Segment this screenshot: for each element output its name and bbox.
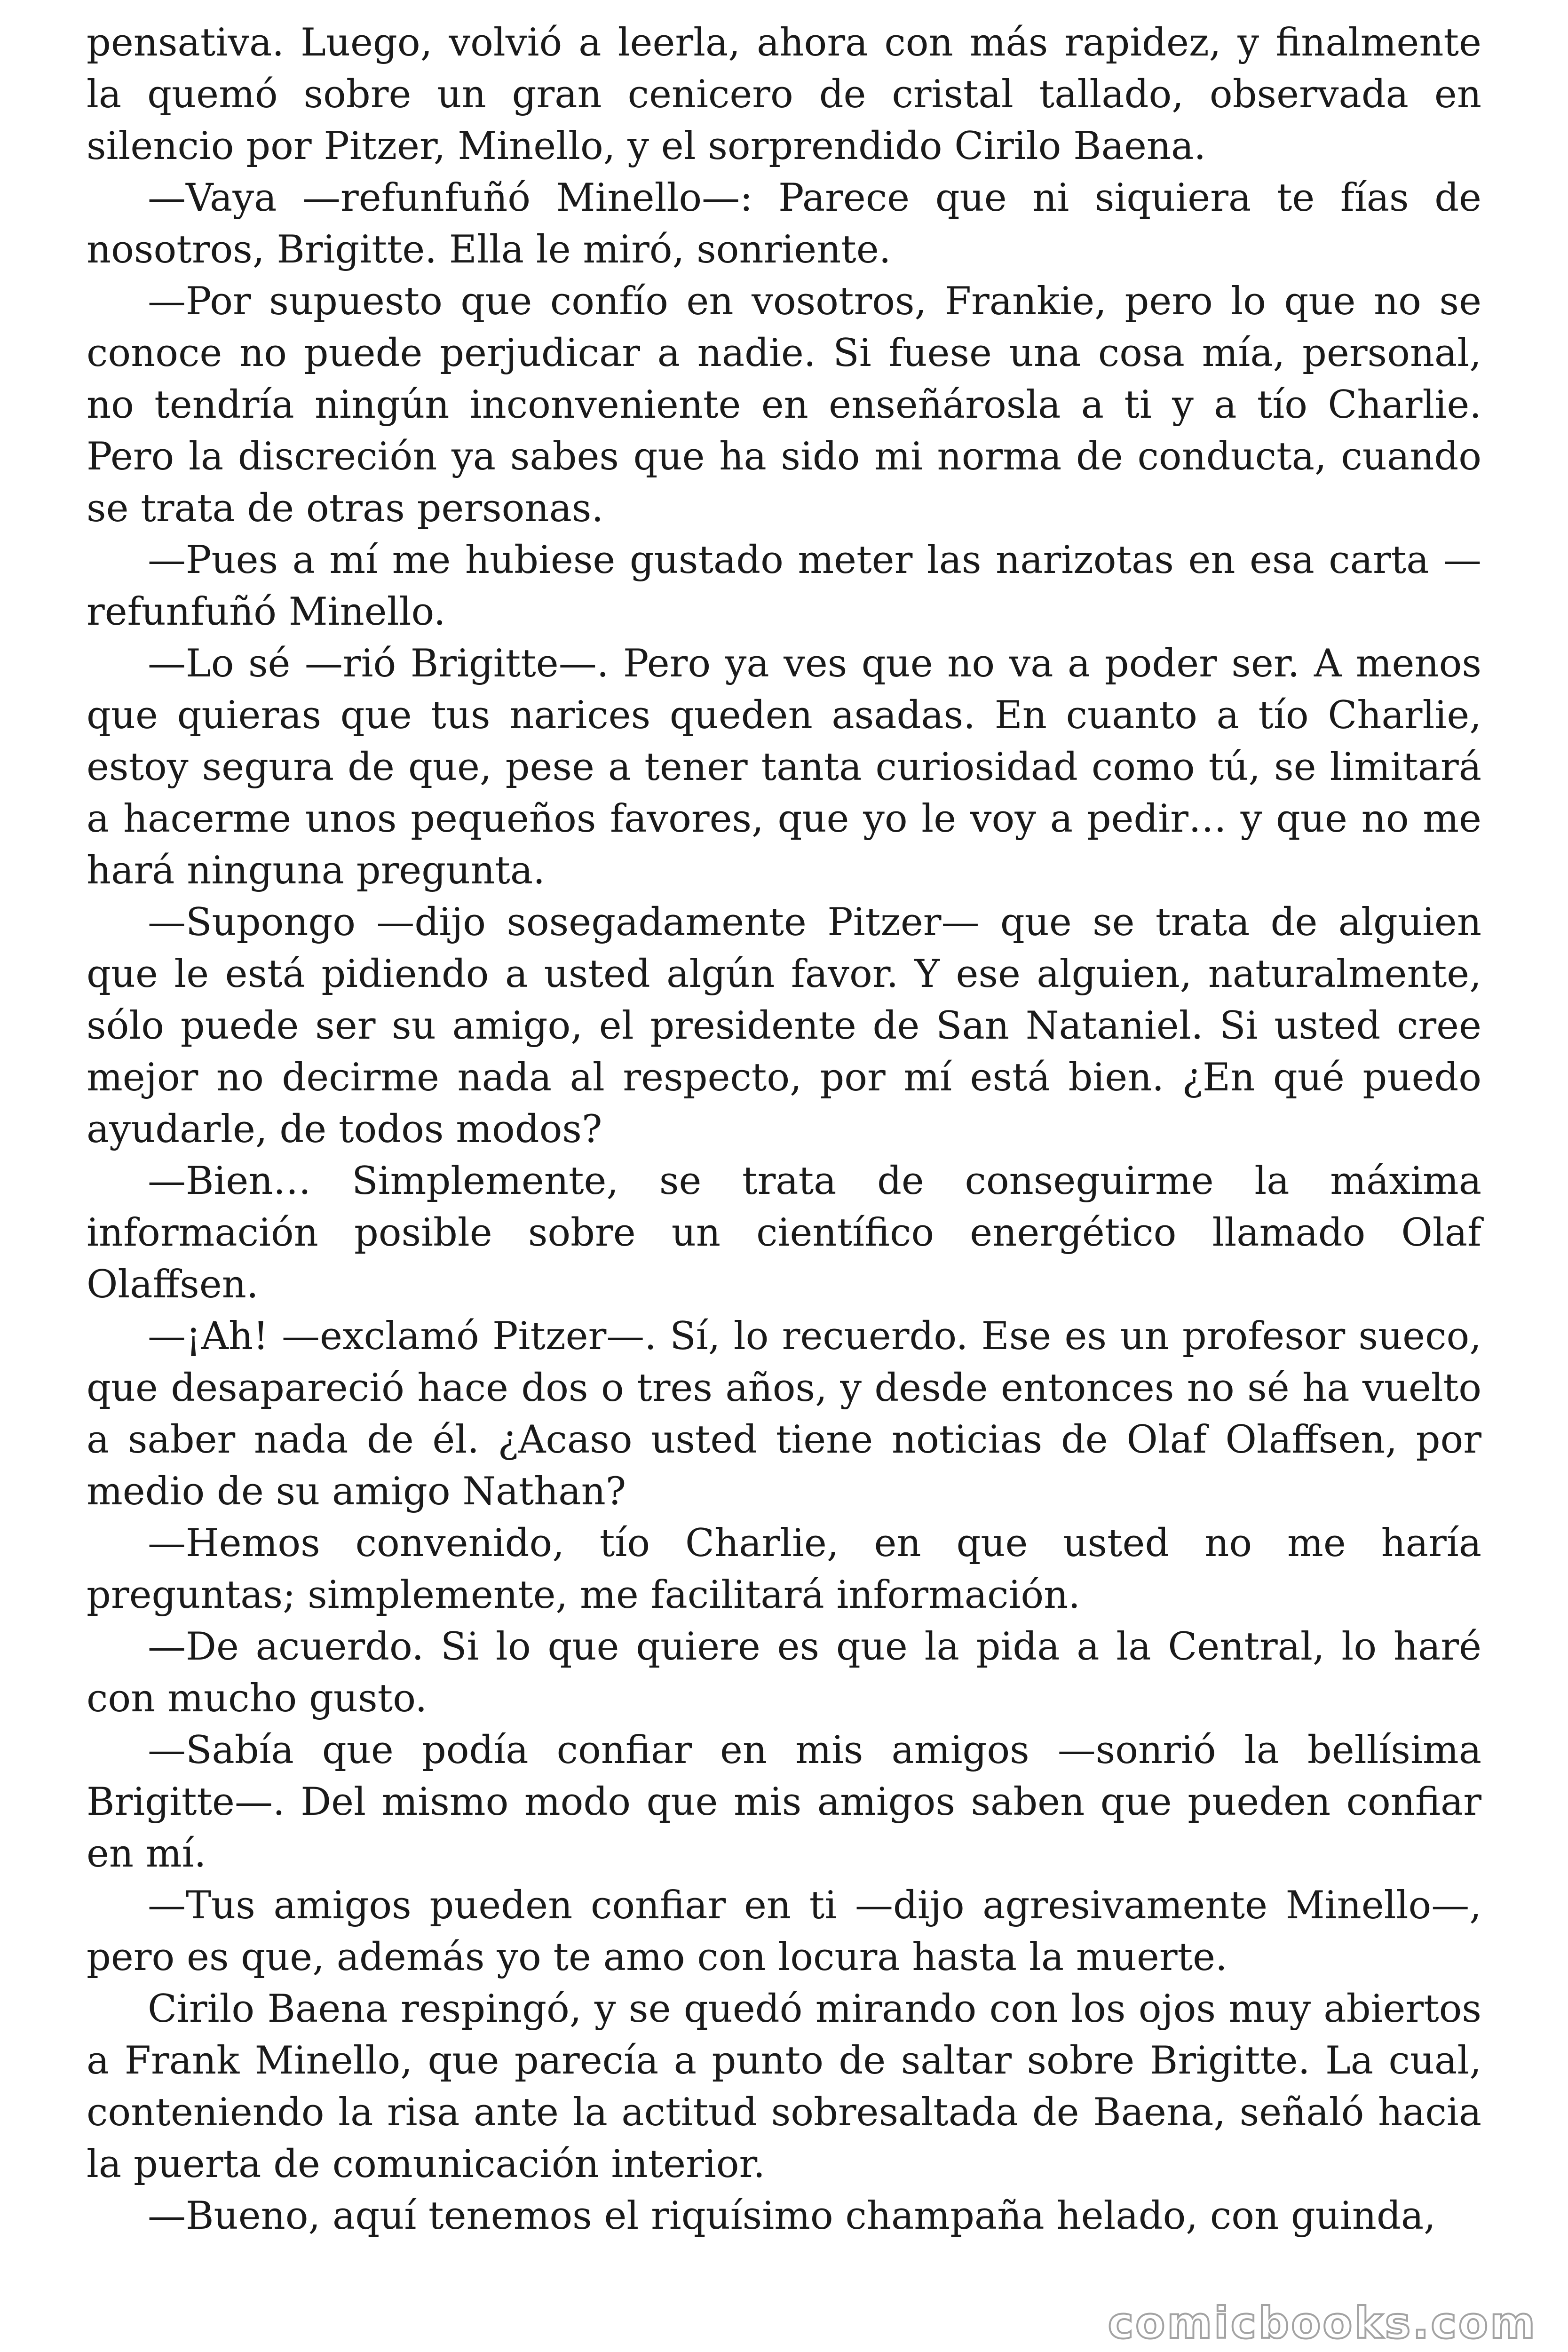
paragraph: —Tus amigos pueden confiar en ti —dijo agresivamente Minello—, pero es que, además yo te amo con locura hasta la muerte. [87,1883,1481,1979]
paragraph: —Bien… Simplemente, se trata de conseguirme la máxima información posible sobre un científico energético llamado Olaf Olaffsen. [87,1159,1481,1307]
paragraph: —Por supuesto que confío en vosotros, Frankie, pero lo que no se conoce no puede perjudicar a nadie. Si fuese una cosa mía, personal, no tendría ningún inconveniente en enseñárosla a ti y a tío Charlie. Pero la discreción ya sabes que ha sido mi norma de conducta, cuando se trata de otras personas. [87,279,1481,531]
paragraph: pensativa. Luego, volvió a leerla, ahora con más rapidez, y finalmente la quemó sobre un gran cenicero de cristal tallado, observada en silencio por Pitzer, Minello, y el sorprendido Cirilo Baena. [87,21,1481,168]
paragraph: —Sabía que podía confiar en mis amigos —sonrió la bellísima Brigitte—. Del mismo modo que mis amigos saben que pueden confiar en mí. [87,1728,1481,1876]
paragraph: —De acuerdo. Si lo que quiere es que la pida a la Central, lo haré con mucho gusto. [87,1625,1481,1721]
paragraph: —Lo sé —rió Brigitte—. Pero ya ves que no va a poder ser. A menos que quieras que tus narices queden asadas. En cuanto a tío Charlie, estoy segura de que, pese a tener tanta curiosidad como tú, se limitará a hacerme unos pequeños favores, que yo le voy a pedir… y que no me hará ninguna pregunta. [87,642,1481,893]
paragraph: —¡Ah! —exclamó Pitzer—. Sí, lo recuerdo. Ese es un profesor sueco, que desapareció hace dos o tres años, y desde entonces no sé ha vuelto a saber nada de él. ¿Acaso usted tiene noticias de Olaf Olaffsen, por medio de su amigo Nathan? [87,1314,1481,1514]
page-text [87,17,1481,2242]
paragraph: Cirilo Baena respingó, y se quedó mirando con los ojos muy abiertos a Frank Minello, que parecía a punto de saltar sobre Brigitte. La cual, conteniendo la risa ante la actitud sobresaltada de Baena, señaló hacia la puerta de comunicación interior. [87,1987,1481,2186]
paragraph: —Pues a mí me hubiese gustado meter las narizotas en esa carta — refunfuñó Minello. [87,538,1481,634]
paragraph: —Hemos convenido, tío Charlie, en que usted no me haría preguntas; simplemente, me facilitará información. [87,1521,1481,1617]
paragraph: —Vaya —refunfuñó Minello—: Parece que ni siquiera te fías de nosotros, Brigitte. Ella le miró, sonriente. [87,176,1481,272]
paragraph: —Supongo —dijo sosegadamente Pitzer— que se trata de alguien que le está pidiendo a usted algún favor. Y ese alguien, naturalmente, sólo puede ser su amigo, el presidente de San Nataniel. Si usted cree mejor no decirme nada al respecto, por mí está bien. ¿En qué puedo ayudarle, de todos modos? [87,900,1481,1152]
paragraph: —Bueno, aquí tenemos el riquísimo champaña helado, con guinda, [148,2194,1436,2238]
watermark: comicbooks.com [1108,2298,1537,2348]
